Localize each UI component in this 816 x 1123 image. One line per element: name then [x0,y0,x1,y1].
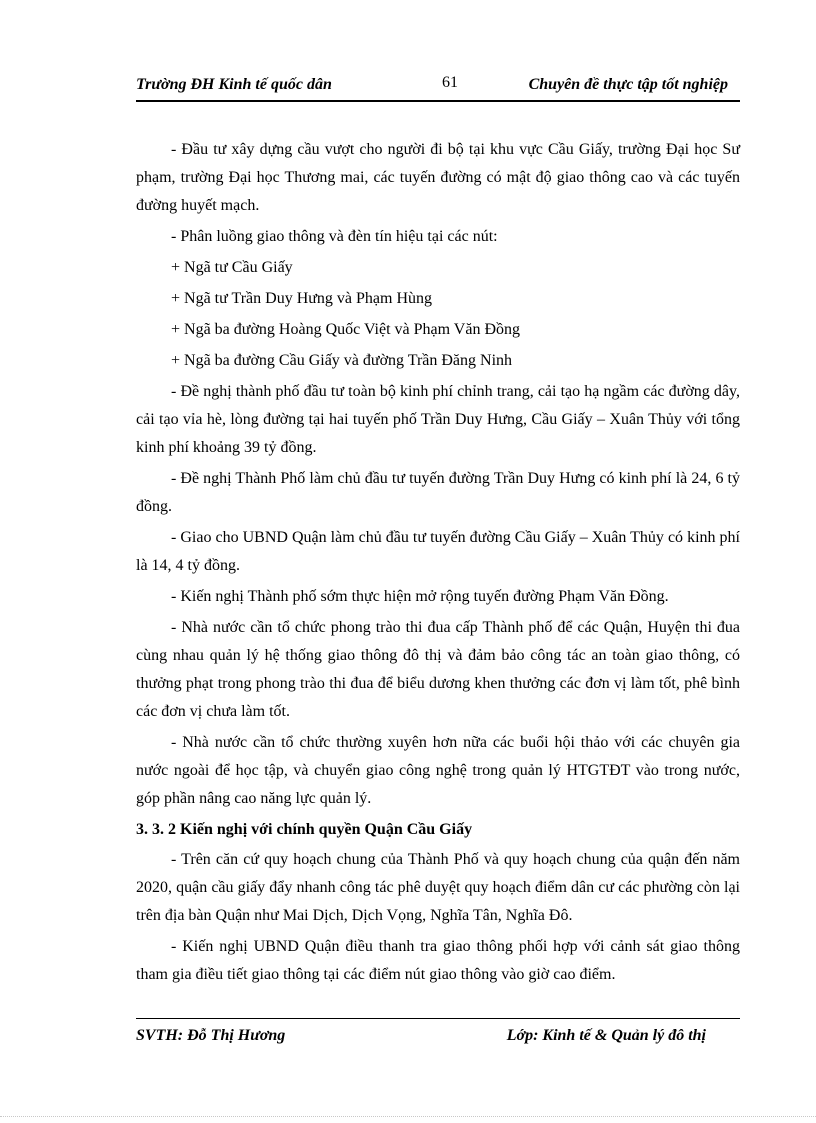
paragraph-pham-van-dong: - Kiến nghị Thành phố sớm thực hiện mở rộng tuyến đường Phạm Văn Đồng. [171,588,669,605]
footer-student: SVTH: Đỗ Thị Hương [136,1027,286,1044]
page-header [136,72,740,102]
header-university: Trường ĐH Kinh tế quốc dân [136,76,332,93]
list-item: + Ngã tư Cầu Giấy [171,259,293,276]
list-item: + Ngã tư Trần Duy Hưng và Phạm Hùng [171,290,433,307]
section-heading: 3. 3. 2 Kiến nghị với chính quyền Quận Cầu Giấy [136,821,473,838]
page-edge-divider [0,1116,816,1117]
paragraph-cau-giay-xuan-thuy: - Giao cho UBND Quận làm chủ đầu tư tuyến đường Cầu Giấy – Xuân Thủy có kinh phí là 14, 4 tỷ đồng. [136,529,740,574]
paragraph-traffic-division: - Phân luồng giao thông và đèn tín hiệu tại các nút: [171,228,498,245]
paragraph-city-investment: - Đề nghị thành phố đầu tư toàn bộ kinh phí chỉnh trang, cải tạo hạ ngầm các đường dây, cải tạo vỉa hè, lòng đường tại hai tuyến phố Trần Duy Hưng, Cầu Giấy – Xuân Thủy với tổng kinh phí khoảng 39 tỷ đồng. [136,383,740,456]
paragraph-traffic-inspection: - Kiến nghị UBND Quận điều thanh tra giao thông phối hợp với cảnh sát giao thông tham gia điều tiết giao thông tại các điểm nút giao thông vào giờ cao điểm. [136,938,740,983]
paragraph-workshops: - Nhà nước cần tổ chức thường xuyên hơn nữa các buổi hội thảo với các chuyên gia nước ngoài để học tập, và chuyển giao công nghệ trong quản lý HTGTĐT vào trong nước, góp phần nâng cao năng lực quản lý. [136,734,740,807]
list-item: + Ngã ba đường Cầu Giấy và đường Trần Đăng Ninh [171,352,513,369]
list-item: + Ngã ba đường Hoàng Quốc Việt và Phạm Văn Đồng [171,321,520,338]
document-body [136,136,740,992]
paragraph-tran-duy-hung: - Đề nghị Thành Phố làm chủ đầu tư tuyến đường Trần Duy Hưng có kinh phí là 24, 6 tỷ đồng. [136,470,740,515]
paragraph-pedestrian-bridge: - Đầu tư xây dựng cầu vượt cho người đi bộ tại khu vực Cầu Giấy, trường Đại học Sư phạm, trường Đại học Thương mai, các tuyến đường có mật độ giao thông cao và các tuyến đường huyết mạch. [136,141,740,214]
page-footer [136,1018,740,1049]
footer-class: Lớp: Kinh tế & Quản lý đô thị [506,1027,706,1044]
page-number: 61 [442,74,458,91]
paragraph-emulation-movement: - Nhà nước cần tổ chức phong trào thi đua cấp Thành phố để các Quận, Huyện thi đua cùng nhau quản lý hệ thống giao thông đô thị và đảm bảo công tác an toàn giao thông, có thưởng phạt trong phong trào thi đua để biểu dương khen thưởng các đơn vị làm tốt, phê bình các đơn vị chưa làm tốt. [136,619,740,720]
paragraph-planning: - Trên căn cứ quy hoạch chung của Thành Phố và quy hoạch chung của quận đến năm 2020, quận cầu giấy đẩy nhanh công tác phê duyệt quy hoạch điểm dân cư các phường còn lại trên địa bàn Quận như Mai Dịch, Dịch Vọng, Nghĩa Tân, Nghĩa Đô. [136,851,740,924]
header-document-type: Chuyên đề thực tập tốt nghiệp [528,76,728,93]
